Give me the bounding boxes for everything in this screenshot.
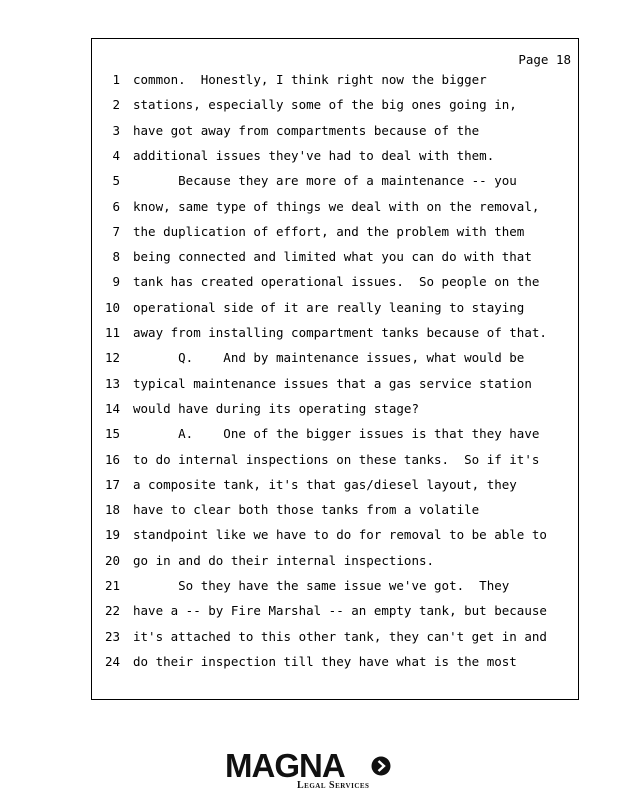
line-text: common. Honestly, I think right now the bigger <box>133 72 487 87</box>
line-text: would have during its operating stage? <box>133 400 419 416</box>
line-number: 21 <box>104 578 120 593</box>
line-text: have to clear both those tanks from a volatile <box>133 502 480 518</box>
line-text: So they have the same issue we've got. They <box>133 578 510 593</box>
line-text: know, same type of things we deal with on the removal, <box>133 198 540 214</box>
line-number: 7 <box>112 223 120 239</box>
logo-subtitle: Legal Services <box>297 780 370 791</box>
magna-logo <box>225 748 395 792</box>
line-number: 8 <box>112 249 120 265</box>
line-number: 13 <box>104 375 120 391</box>
line-number: 11 <box>104 325 120 340</box>
line-number: 6 <box>112 198 120 214</box>
line-text: a composite tank, it's that gas/diesel layout, they <box>133 476 517 492</box>
line-text: standpoint like we have to do for removal to be able to <box>133 527 547 543</box>
line-number: 23 <box>104 628 120 644</box>
line-text: go in and do their internal inspections. <box>133 552 435 568</box>
line-text: stations, especially some of the big ones going in, <box>133 97 517 113</box>
line-text: Because they are more of a maintenance -- you <box>133 173 517 189</box>
logo-wordmark: MAGNA <box>225 747 345 784</box>
line-text: Q. And by maintenance issues, what would be <box>133 350 525 366</box>
line-number: 17 <box>104 476 120 492</box>
line-text: being connected and limited what you can do with that <box>133 249 532 265</box>
line-text: tank has created operational issues. So people on the <box>133 274 540 290</box>
line-number: 1 <box>112 72 120 87</box>
line-number: 22 <box>104 603 120 619</box>
line-number: 24 <box>104 653 120 669</box>
arrow-circle-icon <box>371 756 391 776</box>
line-text: have a -- by Fire Marshal -- an empty tank, but because <box>133 603 547 619</box>
line-number: 19 <box>104 527 120 543</box>
line-number: 12 <box>104 350 120 366</box>
line-text: operational side of it are really leaning to staying <box>133 299 525 315</box>
line-number: 2 <box>112 97 120 113</box>
line-text: additional issues they've had to deal with them. <box>133 147 495 163</box>
line-number: 3 <box>112 122 120 138</box>
line-number: 4 <box>112 147 120 163</box>
line-text: have got away from compartments because of the <box>133 122 480 138</box>
line-number: 5 <box>112 173 120 189</box>
transcript-page <box>91 38 579 700</box>
line-text: typical maintenance issues that a gas service station <box>133 375 532 391</box>
line-text: do their inspection till they have what is the most <box>133 653 517 669</box>
line-number: 18 <box>104 502 120 518</box>
line-number: 14 <box>104 400 120 416</box>
line-number: 10 <box>104 299 120 315</box>
line-number: 16 <box>104 451 120 467</box>
line-number: 20 <box>104 552 120 568</box>
line-text: A. One of the bigger issues is that they have <box>133 426 540 442</box>
line-text: away from installing compartment tanks because of that. <box>133 325 547 340</box>
line-text: it's attached to this other tank, they can't get in and <box>133 628 547 644</box>
line-text: to do internal inspections on these tanks. So if it's <box>133 451 540 467</box>
page-number: Page 18 <box>518 52 571 67</box>
line-number: 15 <box>104 426 120 442</box>
line-number: 9 <box>112 274 120 290</box>
line-text: the duplication of effort, and the problem with them <box>133 223 525 239</box>
